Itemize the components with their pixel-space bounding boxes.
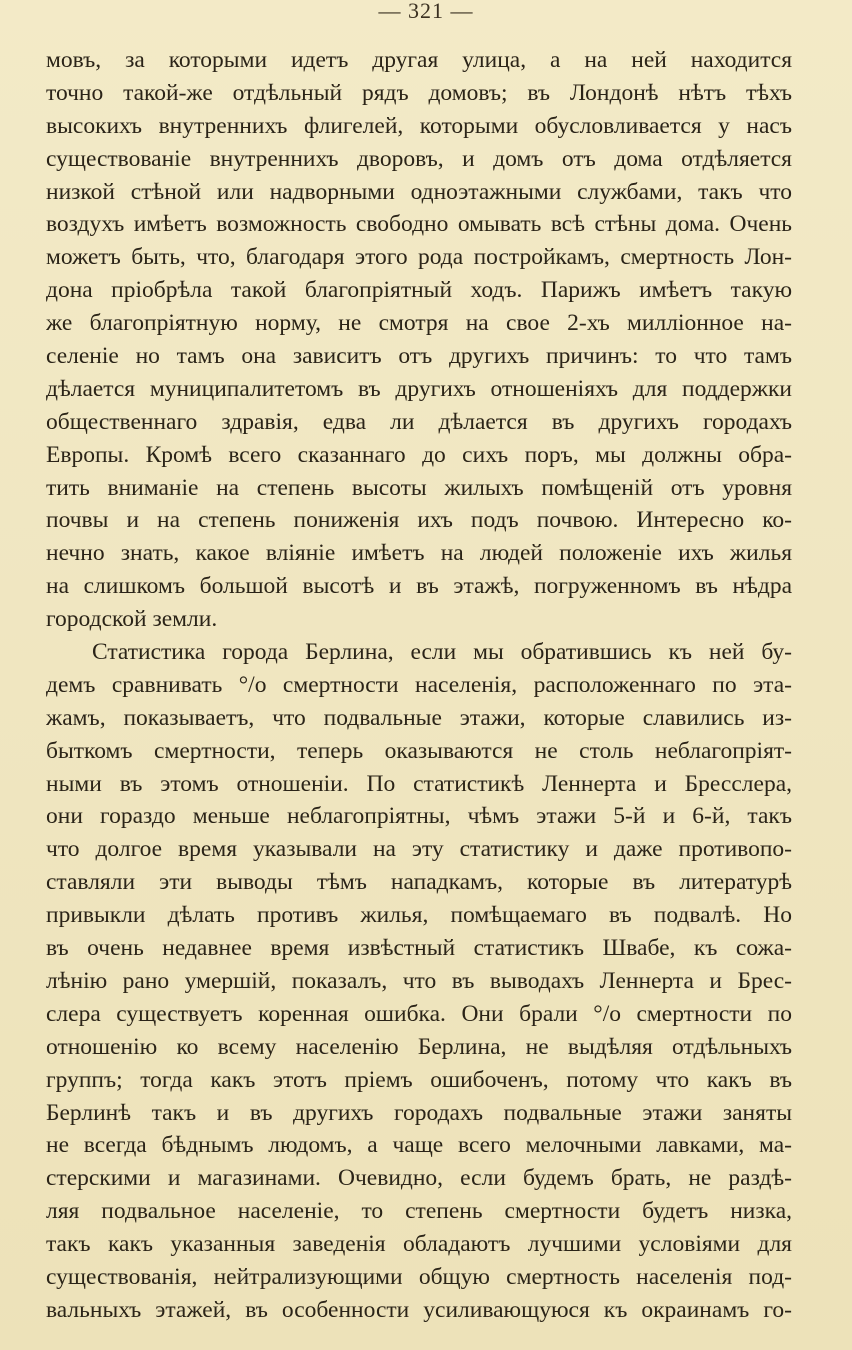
text-line: быткомъ смертности, теперь оказываются не столь неблагопріят- [46, 737, 792, 764]
text-line: ставляли эти выводы тѣмъ нападкамъ, которые въ литературѣ [46, 869, 792, 896]
text-line: группъ; тогда какъ этотъ пріемъ ошибоченъ, потому что какъ въ [46, 1066, 792, 1093]
paragraph-1 [46, 44, 792, 636]
text-line: можетъ быть, что, благодаря этого рода постройкамъ, смертность Лон- [46, 244, 792, 271]
text-line: привыкли дѣлать противъ жилья, помѣщаемаго въ подвалѣ. Но [46, 902, 792, 929]
text-line: Статистика города Берлина, если мы обратившись къ ней бу- [92, 639, 792, 666]
text-line: мовъ, за которыми идетъ другая улица, а на ней находится [46, 47, 792, 73]
text-line: вальныхъ этажей, въ особенности усиливающуюся къ окраинамъ го- [46, 1296, 792, 1323]
text-line: высокихъ внутреннихъ флигелей, которыми обусловливается у насъ [46, 112, 792, 139]
text-line: тить вниманіе на степень высоты жилыхъ помѣщеній отъ уровня [46, 474, 792, 501]
text-line: почвы и на степень пониженія ихъ подъ почвою. Интересно ко- [46, 507, 792, 534]
text-line: низкой стѣной или надворными одноэтажными службами, такъ что [46, 178, 792, 205]
text-line: городской земли. [46, 606, 218, 633]
text-line: нечно знать, какое вліяніе имѣетъ на людей положеніе ихъ жилья [46, 540, 792, 567]
text-line: стерскими и магазинами. Очевидно, если будемъ брать, не раздѣ- [46, 1165, 792, 1192]
text-line: не всегда бѣднымъ людомъ, а чаще всего мелочными лавками, ма- [46, 1132, 792, 1159]
paragraph-2 [46, 636, 792, 1327]
text-line: слера существуетъ коренная ошибка. Они брали °/о смертности по [46, 1000, 792, 1027]
text-line: общественнаго здравія, едва ли дѣлается въ другихъ городахъ [46, 408, 792, 435]
text-line: существованія, нейтрализующими общую смертность населенія под- [46, 1263, 792, 1290]
text-line: такъ какъ указанныя заведенія обладаютъ лучшими условіями для [46, 1231, 792, 1258]
text-line: отношенію ко всему населенію Берлина, не выдѣляя отдѣльныхъ [46, 1033, 792, 1060]
text-line: воздухъ имѣетъ возможность свободно омывать всѣ стѣны дома. Очень [46, 211, 792, 238]
text-line: жамъ, показываетъ, что подвальные этажи, которые славились из- [46, 704, 792, 731]
text-line: на слишкомъ большой высотѣ и въ этажѣ, погруженномъ въ нѣдра [46, 573, 792, 600]
text-line: дѣлается муниципалитетомъ въ другихъ отношеніяхъ для поддержки [46, 375, 792, 402]
text-line: демъ сравнивать °/о смертности населенія, расположеннаго по эта- [46, 671, 792, 698]
text-line: существованіе внутреннихъ дворовъ, и домъ отъ дома отдѣляется [46, 145, 792, 172]
page-text [46, 44, 792, 1327]
text-line: селеніе но тамъ она зависитъ отъ другихъ причинъ: то что тамъ [46, 343, 792, 370]
text-line: въ очень недавнее время извѣстный статистикъ Швабе, къ сожа- [46, 935, 792, 962]
text-line: что долгое время указывали на эту статистику и даже противопо- [46, 836, 792, 863]
text-line: ными въ этомъ отношеніи. По статистикѣ Леннерта и Бресслера, [46, 770, 792, 797]
text-line: же благопріятную норму, не смотря на свое 2-хъ милліонное на- [46, 310, 792, 337]
page-number: — 321 — [378, 0, 474, 23]
text-line: Берлинѣ такъ и въ другихъ городахъ подвальные этажи заняты [46, 1099, 792, 1126]
text-line: дона пріобрѣла такой благопріятный ходъ. Парижъ имѣетъ такую [46, 277, 792, 304]
text-line: они гораздо меньше неблагопріятны, чѣмъ этажи 5-й и 6-й, такъ [46, 803, 792, 830]
text-line: лѣнію рано умершій, показалъ, что въ выводахъ Леннерта и Брес- [46, 967, 792, 994]
text-line: Европы. Кромѣ всего сказаннаго до сихъ поръ, мы должны обра- [46, 441, 792, 468]
text-line: точно такой-же отдѣльный рядъ домовъ; въ Лондонѣ нѣтъ тѣхъ [46, 79, 792, 106]
text-line: ляя подвальное населеніе, то степень смертности будетъ низка, [46, 1198, 792, 1225]
